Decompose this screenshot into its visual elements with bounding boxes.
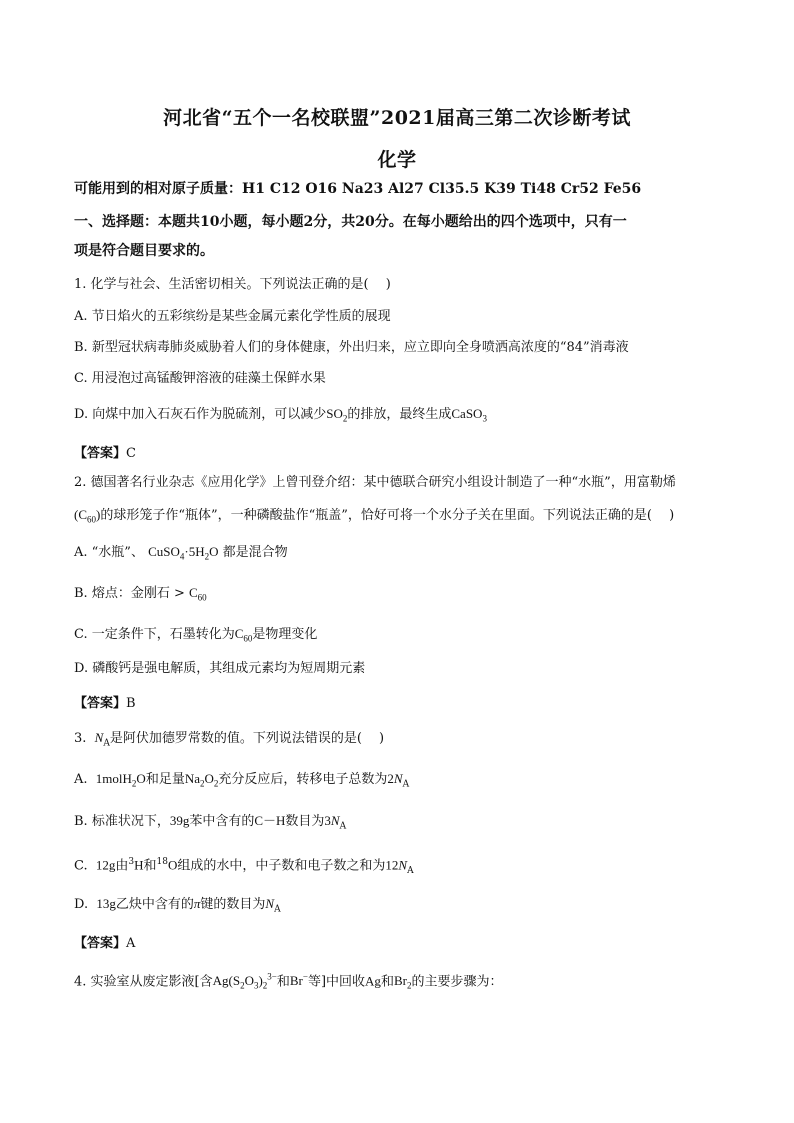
q1-stem: 1. 化学与社会、生活密切相关。下列说法正确的是( ) [74,277,391,292]
subject-title: 化学 [377,149,417,171]
q2-option-d: D. 磷酸钙是强电解质，其组成元素均为短周期元素 [74,661,366,676]
q1-option-d: D. 向煤中加入石灰石作为脱硫剂，可以减少$SO_2$的排放，最终生成CaSO$_3$ [74,406,487,424]
q1-option-c: C. 用浸泡过高锰酸钾溶液的硅藻土保鲜水果 [74,371,326,386]
q1-option-a: A. 节日焰火的五彩缤纷是某些金属元素化学性质的展现 [74,309,391,324]
atomic-masses: 可能用到的相对原子质量：H1 C12 O16 Na23 Al27 Cl35.5 K39 Ti48 Cr52 Fe56 [74,181,642,197]
q2-option-b: B. 熔点：金刚石 > $C_{60}$ [74,585,207,603]
q2-option-a: A. “水瓶”、 $CuSO_4\cdot 5H_2O$ 都是混合物 [74,544,288,562]
q3-stem: 3. $N_A$是阿伏加德罗常数的值。下列说法错误的是( ) [74,730,385,749]
q2-stem-line1: 2. 德国著名行业杂志《应用化学》上曾刊登介绍：某中德联合研究小组设计制造了一种“水瓶”，用富勒烯 [74,475,676,490]
q1-answer: 【答案】C [74,446,136,461]
q1-option-b: B. 新型冠状病毒肺炎威胁着人们的身体健康，外出归来，应立即向全身喷洒高浓度的“84”消毒液 [74,340,629,355]
q3-option-c: C. 12g由$^3$H和$^{18}$O组成的水中，中子数和电子数之和为$12N_A$ [74,857,414,876]
q3-option-b: B. 标准状况下，39g苯中含有的C－H数目为$3N_A$ [74,813,347,832]
q3-option-d: D. 13g乙炔中含有的π键的数目为$N_A$ [74,896,281,915]
q4-stem: 4. 实验室从废定影液[含$Ag(S_2O_3)_2^{3-}$和Br−等]中回收Ag和$Br_2$的主要步骤为： [74,972,503,991]
q3-answer: 【答案】A [74,936,136,951]
q2-option-c: C. 一定条件下，石墨转化为$C_{60}$是物理变化 [74,626,318,644]
q3-option-a: A. 1molH$_2$O和足量$Na_2O_2$充分反应后，转移电子总数为$2N_A$ [74,771,410,790]
q2-stem-line2: $(C_{60})$的球形笼子作“瓶体”，一种磷酸盐作“瓶盖”，恰好可将一个水分子关在里面。下列说法正确的是( ) [74,507,675,525]
q2-answer: 【答案】B [74,696,136,711]
section-heading-line2: 项是符合题目要求的。 [74,243,214,259]
section-heading-line1: 一、选择题：本题共10小题，每小题2分，共20分。在每小题给出的四个选项中，只有一 [74,214,627,230]
exam-title: 河北省“五个一名校联盟”2021届高三第二次诊断考试 [163,107,631,129]
